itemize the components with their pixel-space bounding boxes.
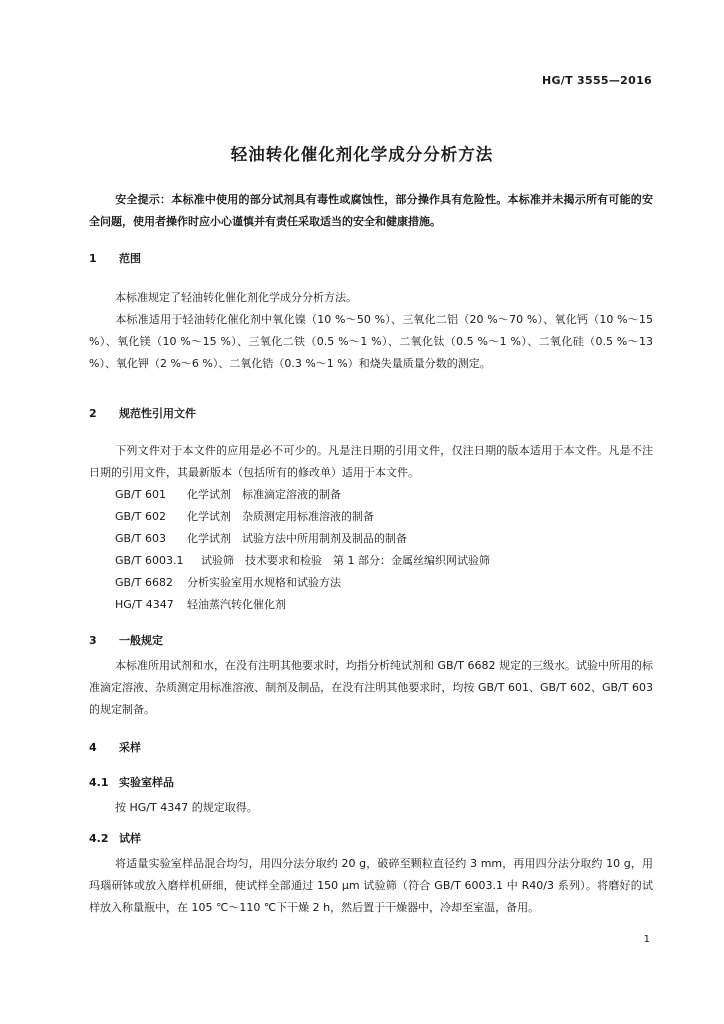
section-4-2-paragraph — [89, 853, 653, 919]
reference-code: GB/T 603 — [115, 532, 166, 545]
section-title: 规范性引用文件 — [119, 407, 196, 420]
paragraph-text: 本标准规定了轻油转化催化剂化学成分分析方法。 — [115, 291, 357, 304]
reference-code: GB/T 6682 — [115, 576, 173, 589]
safety-notice — [89, 189, 653, 233]
section-3-heading — [89, 632, 163, 648]
section-title: 实验室样品 — [119, 776, 174, 789]
section-title: 一般规定 — [119, 634, 163, 647]
reference-item — [115, 596, 286, 612]
section-1-paragraph-1 — [89, 287, 653, 309]
section-number: 3 — [89, 634, 97, 647]
reference-code: HG/T 4347 — [115, 598, 174, 611]
reference-item — [115, 552, 490, 568]
section-number: 4.2 — [89, 832, 109, 845]
reference-title: 试验筛 技术要求和检验 第 1 部分：金属丝编织网试验筛 — [201, 554, 490, 567]
paragraph-text: 下列文件对于本文件的应用是必不可少的。凡是注日期的引用文件，仅注日期的版本适用于本文件。凡是不注日期的引用文件，其最新版本（包括所有的修改单）适用于本文件。 — [89, 444, 653, 479]
reference-code: GB/T 6003.1 — [115, 554, 184, 567]
reference-code: GB/T 601 — [115, 488, 166, 501]
section-number: 4.1 — [89, 776, 109, 789]
section-2-heading — [89, 405, 196, 421]
reference-item — [115, 530, 407, 546]
reference-title: 分析实验室用水规格和试验方法 — [187, 576, 341, 589]
section-2-paragraph-1 — [89, 440, 653, 484]
section-title: 采样 — [119, 741, 141, 754]
paragraph-text: 本标准适用于轻油转化催化剂中氧化镍（10 %～50 %）、三氧化二铝（20 %～70 %）、氧化钙（10 %～15 %）、氧化镁（10 %～15 %）、三氧化二铁（0.5 %～1 %）、二氧化钛（0.5 %～1 %）、二氧化硅（0.5 %～13 %）、氧化钾（2 %～6 %）、二氧化锆（0.3 %～1 %）和烧失量质量分数的测定。 — [89, 313, 653, 370]
reference-title: 化学试剂 标准滴定溶液的制备 — [187, 488, 341, 501]
reference-title: 化学试剂 杂质测定用标准溶液的制备 — [187, 510, 374, 523]
section-4-2-heading — [89, 830, 141, 846]
section-number: 4 — [89, 741, 97, 754]
section-title: 试样 — [119, 832, 141, 845]
section-number: 1 — [89, 252, 97, 265]
reference-title: 化学试剂 试验方法中所用制剂及制品的制备 — [187, 532, 407, 545]
reference-title: 轻油蒸汽转化催化剂 — [187, 598, 286, 611]
safety-notice-text: 安全提示：本标准中使用的部分试剂具有毒性或腐蚀性，部分操作具有危险性。本标准并未揭示所有可能的安全问题，使用者操作时应小心谨慎并有责任采取适当的安全和健康措施。 — [89, 193, 653, 228]
reference-item — [115, 508, 374, 524]
paragraph-text: 将适量实验室样品混合均匀，用四分法分取约 20 g，破碎至颗粒直径约 3 mm，再用四分法分取约 10 g，用玛瑙研钵或放入磨样机研细，使试样全部通过 150 μm 试验筛（符合 GB/T 6003.1 中 R40/3 系列）。将磨好的试样放入称量瓶中，在 105 ℃～110 ℃下干燥 2 h，然后置于干燥器中，冷却至室温，备用。 — [89, 857, 653, 914]
standard-code: HG/T 3555—2016 — [541, 74, 652, 87]
paragraph-text: 按 HG/T 4347 的规定取得。 — [115, 801, 258, 814]
page-number: 1 — [643, 934, 650, 945]
section-1-paragraph-2 — [89, 309, 653, 375]
section-1-heading — [89, 250, 141, 266]
section-title: 范围 — [119, 252, 141, 265]
reference-code: GB/T 602 — [115, 510, 166, 523]
section-4-heading — [89, 739, 141, 755]
section-3-paragraph-1 — [89, 655, 653, 721]
reference-item — [115, 574, 341, 590]
document-title: 轻油转化催化剂化学成分分析方法 — [230, 145, 494, 164]
section-4-1-heading — [89, 774, 174, 790]
paragraph-text: 本标准所用试剂和水，在没有注明其他要求时，均指分析纯试剂和 GB/T 6682 规定的三级水。试验中所用的标准滴定溶液、杂质测定用标准溶液、制剂及制品，在没有注明其他要求时，均按 GB/T 601、GB/T 602、GB/T 603 的规定制备。 — [89, 659, 653, 716]
section-number: 2 — [89, 407, 97, 420]
reference-item — [115, 486, 341, 502]
section-4-1-paragraph — [89, 797, 653, 819]
